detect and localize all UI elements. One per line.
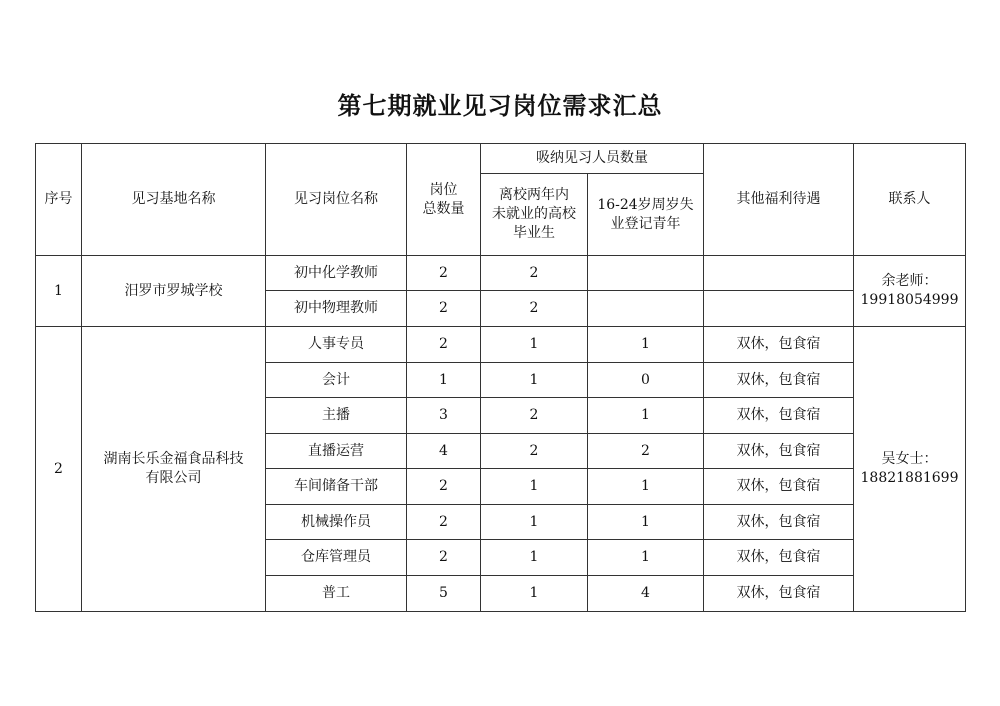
position-name: 会计 [266, 363, 407, 398]
benefit: 双休，包食宿 [704, 576, 854, 612]
base-name: 汨罗市罗城学校 [82, 256, 266, 327]
position-name: 普工 [266, 576, 407, 612]
row-no: 1 [36, 256, 82, 327]
youth-count: 1 [588, 505, 704, 540]
grads-count: 1 [481, 576, 588, 612]
grads-count: 2 [481, 291, 588, 327]
youth-count: 1 [588, 469, 704, 505]
benefit: 双休，包食宿 [704, 327, 854, 363]
youth-count: 1 [588, 398, 704, 434]
grads-count: 2 [481, 256, 588, 291]
total-count: 2 [407, 327, 481, 363]
youth-count: 0 [588, 363, 704, 398]
row-no: 2 [36, 327, 82, 612]
youth-count: 2 [588, 434, 704, 469]
total-count: 1 [407, 363, 481, 398]
position-name: 机械操作员 [266, 505, 407, 540]
header-no: 序号 [36, 144, 82, 256]
header-benefits: 其他福利待遇 [704, 144, 854, 256]
benefit: 双休，包食宿 [704, 398, 854, 434]
youth-count: 1 [588, 540, 704, 576]
grads-count: 1 [481, 505, 588, 540]
header-position-name: 见习岗位名称 [266, 144, 407, 256]
total-count: 2 [407, 540, 481, 576]
header-contact: 联系人 [854, 144, 966, 256]
youth-count: 1 [588, 327, 704, 363]
total-count: 2 [407, 505, 481, 540]
header-youth-16-24: 16-24岁周岁失 业登记青年 [588, 174, 704, 256]
page-title: 第七期就业见习岗位需求汇总 [337, 92, 663, 120]
total-count: 3 [407, 398, 481, 434]
header-absorb-group: 吸纳见习人员数量 [481, 144, 704, 174]
header-total-count: 岗位 总数量 [407, 144, 481, 256]
base-name: 湖南长乐金福食品科技 有限公司 [82, 327, 266, 612]
benefit: 双休，包食宿 [704, 434, 854, 469]
total-count: 4 [407, 434, 481, 469]
position-name: 直播运营 [266, 434, 407, 469]
header-grad-unemployed: 离校两年内 未就业的高校 毕业生 [481, 174, 588, 256]
header-base-name: 见习基地名称 [82, 144, 266, 256]
grads-count: 1 [481, 327, 588, 363]
total-count: 2 [407, 291, 481, 327]
table-row [36, 327, 966, 363]
contact: 余老师： 19918054999 [854, 256, 966, 327]
grads-count: 2 [481, 434, 588, 469]
position-name: 人事专员 [266, 327, 407, 363]
contact: 吴女士： 18821881699 [854, 327, 966, 612]
grads-count: 1 [481, 363, 588, 398]
youth-count [588, 256, 704, 291]
total-count: 2 [407, 256, 481, 291]
position-name: 仓库管理员 [266, 540, 407, 576]
grads-count: 1 [481, 469, 588, 505]
grads-count: 2 [481, 398, 588, 434]
position-name: 主播 [266, 398, 407, 434]
youth-count: 4 [588, 576, 704, 612]
total-count: 2 [407, 469, 481, 505]
position-name: 初中化学教师 [266, 256, 407, 291]
benefit: 双休，包食宿 [704, 540, 854, 576]
job-summary-table [35, 143, 966, 612]
table-row [36, 256, 966, 291]
position-name: 车间储备干部 [266, 469, 407, 505]
benefit: 双休，包食宿 [704, 505, 854, 540]
benefit: 双休，包食宿 [704, 363, 854, 398]
total-count: 5 [407, 576, 481, 612]
benefit: 双休，包食宿 [704, 469, 854, 505]
benefit [704, 256, 854, 291]
youth-count [588, 291, 704, 327]
position-name: 初中物理教师 [266, 291, 407, 327]
grads-count: 1 [481, 540, 588, 576]
benefit [704, 291, 854, 327]
